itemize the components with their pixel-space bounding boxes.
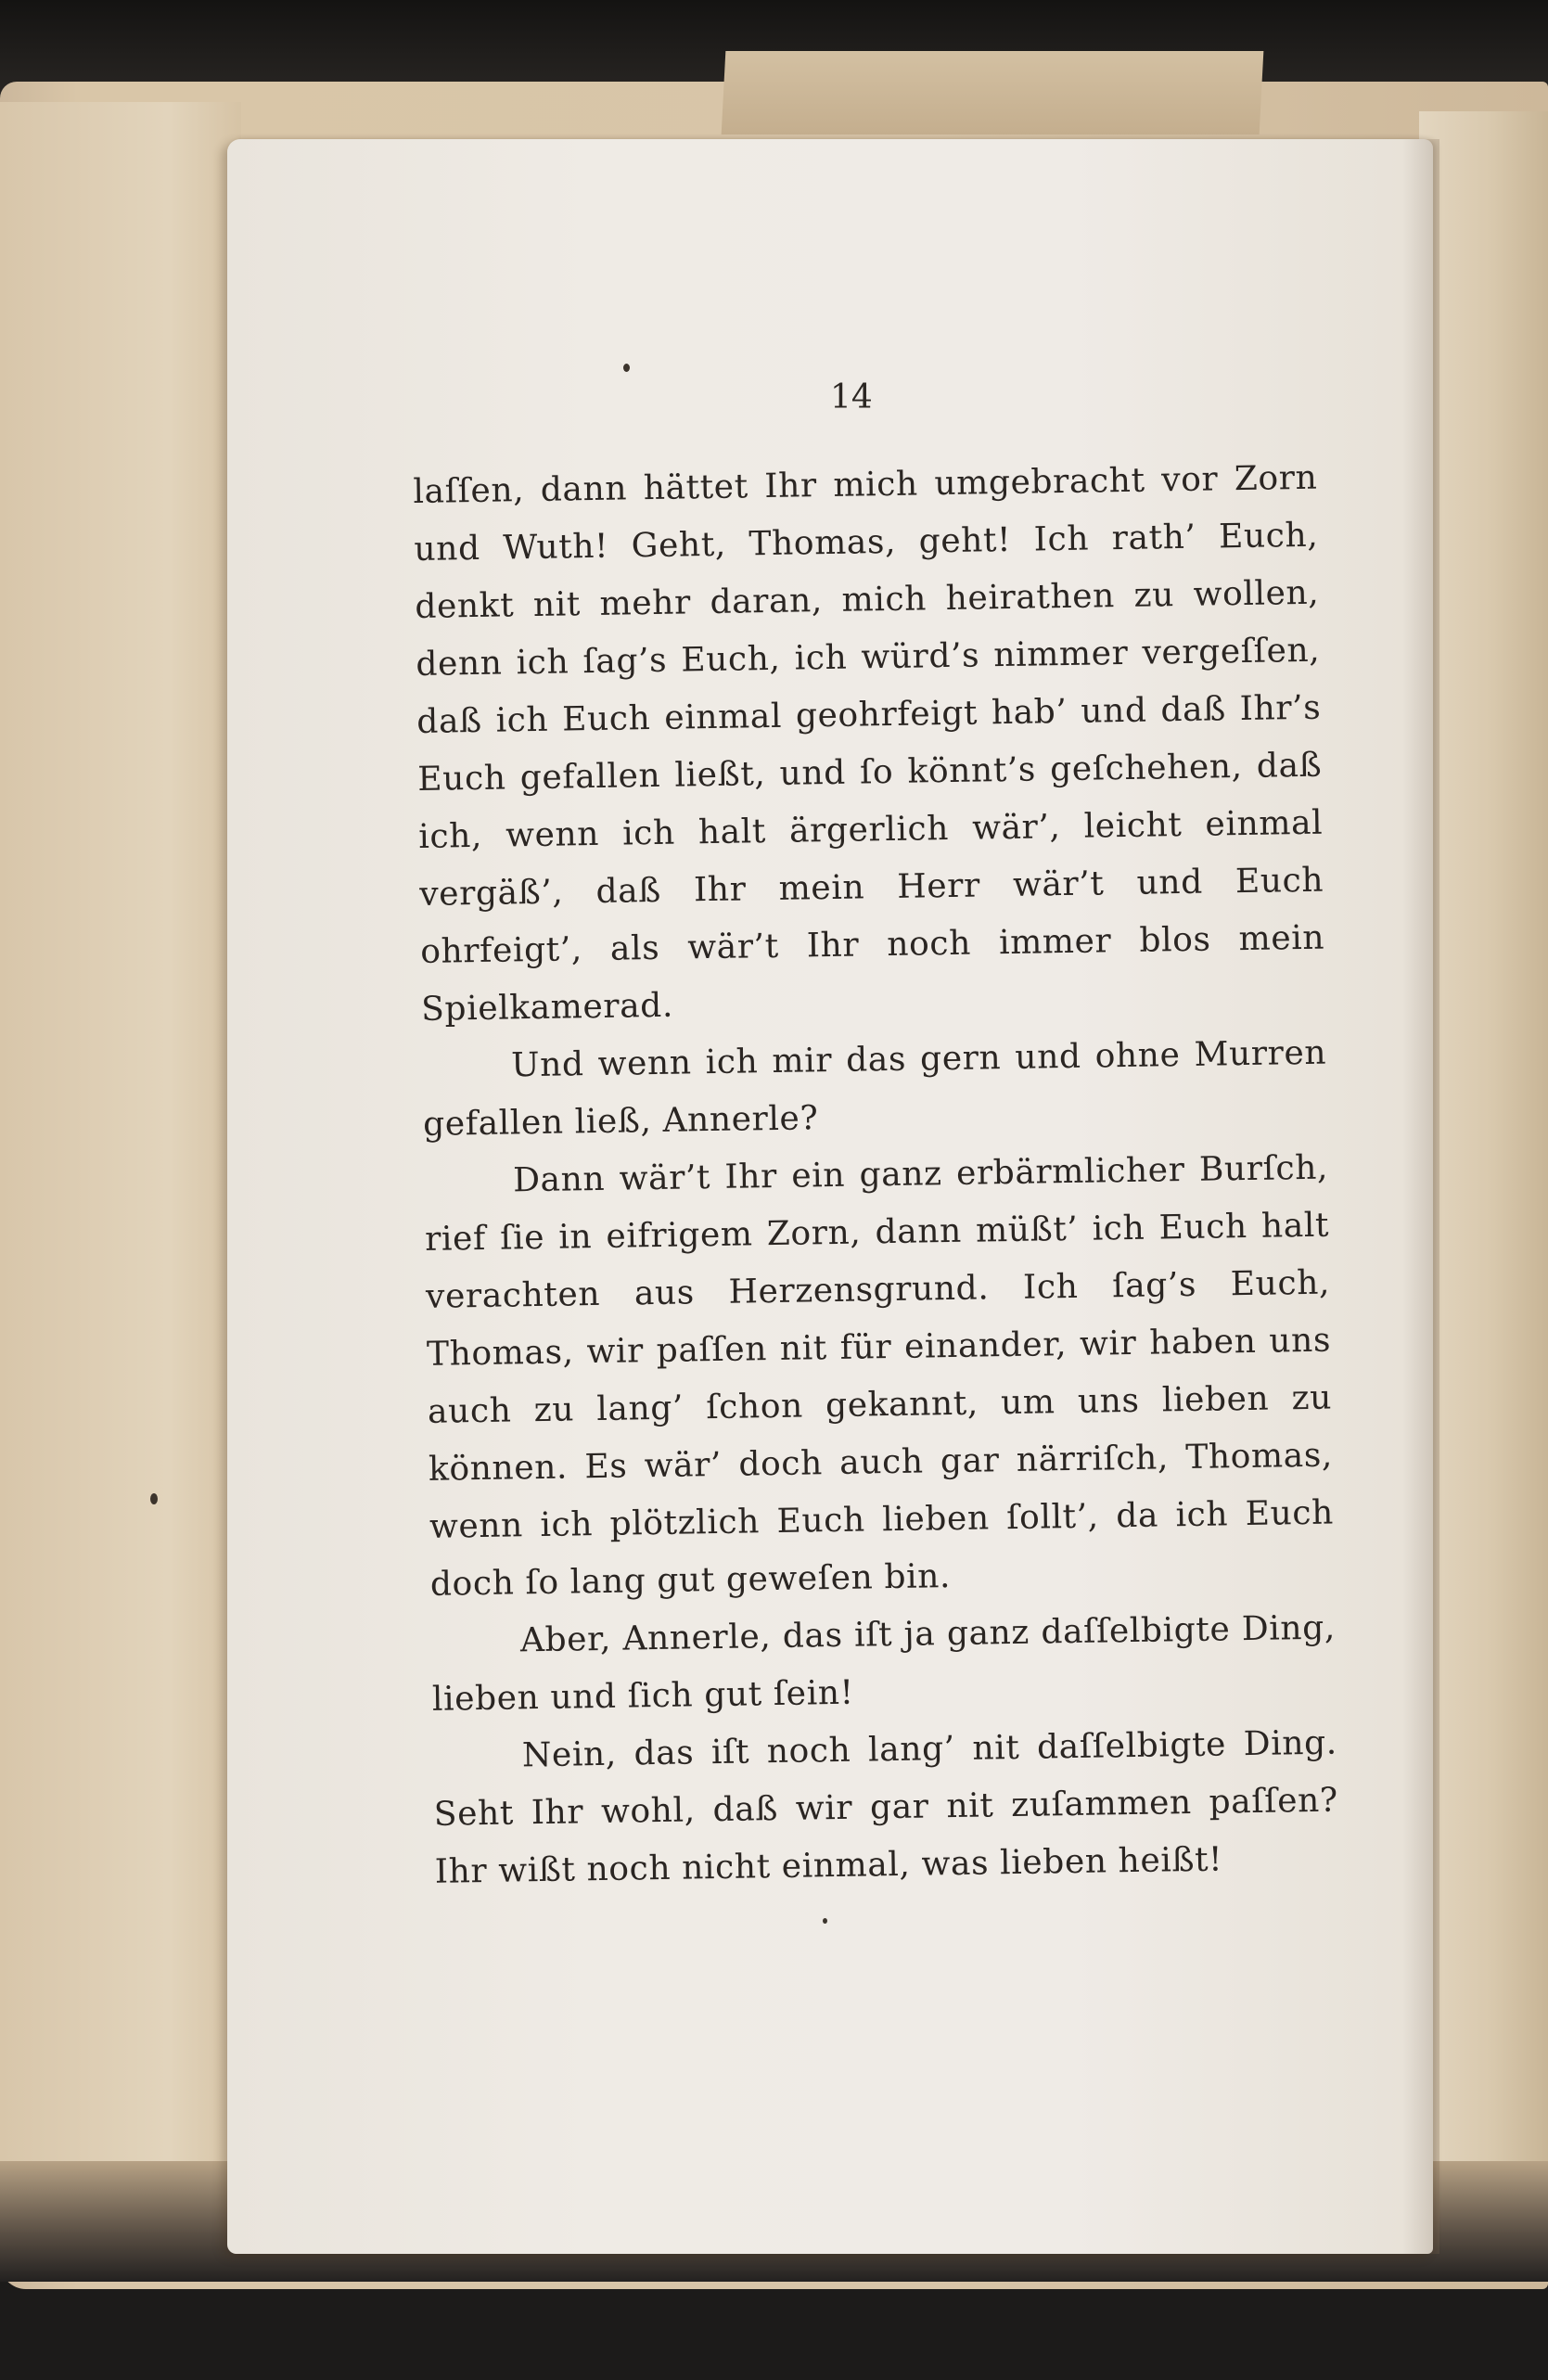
left-page-stack <box>0 102 241 2254</box>
page-gutter-shadow <box>1402 139 1439 2254</box>
torn-page-edge <box>722 51 1264 134</box>
page-text <box>413 450 1339 1901</box>
paragraph: Dann wär’t Ihr ein ganz erbärmlicher Burſch, rief ſie in eifrigem Zorn, dann müßt’ ich Euch halt verachten aus Herzensgrund. Ich ſag’s Euch, Thomas, wir paſſen nit für einander, wir haben uns auch zu lang’ ſchon gekannt, um uns lieben zu können. Es wär’ doch auch gar närriſch, Thomas, wenn ich plötzlich Euch lieben ſollt’, da ich Euch doch ſo lang gut geweſen bin. <box>424 1148 1335 1604</box>
page-number: 14 <box>830 378 873 416</box>
ink-speck <box>823 1918 827 1924</box>
paragraph: laſſen, dann hättet Ihr mich umgebracht vor Zorn und Wuth! Geht, Thomas, geht! Ich rath’ Euch, denkt nit mehr daran, mich heirathen zu wollen, denn ich ſag’s Euch, ich würd’s nimmer vergeſſen, daß ich Euch einmal geohrfeigt hab’ und daß Ihr’s Euch gefallen ließt, und ſo könnt’s geſchehen, daß ich, wenn ich halt ärgerlich wär’, leicht einmal vergäß’, daß Ihr mein Herr wär’t und Euch ohrfeigt’, als wär’t Ihr noch immer blos mein Spielkamerad. <box>413 458 1325 1029</box>
paragraph: Und wenn ich mir das gern und ohne Murren gefallen ließ, Annerle? <box>422 1033 1327 1144</box>
ink-speck <box>150 1493 158 1504</box>
paragraph: Aber, Annerle, das iſt ja ganz daſſelbigte Ding, lieben und ſich gut ſein! <box>431 1608 1337 1719</box>
ink-speck <box>623 364 630 372</box>
paragraph: Nein, das iſt noch lang’ nit daſſelbigte Ding. Seht Ihr wohl, daß wir gar nit zuſammen paſſen? Ihr wißt noch nicht einmal, was lieben heißt! <box>433 1723 1339 1891</box>
